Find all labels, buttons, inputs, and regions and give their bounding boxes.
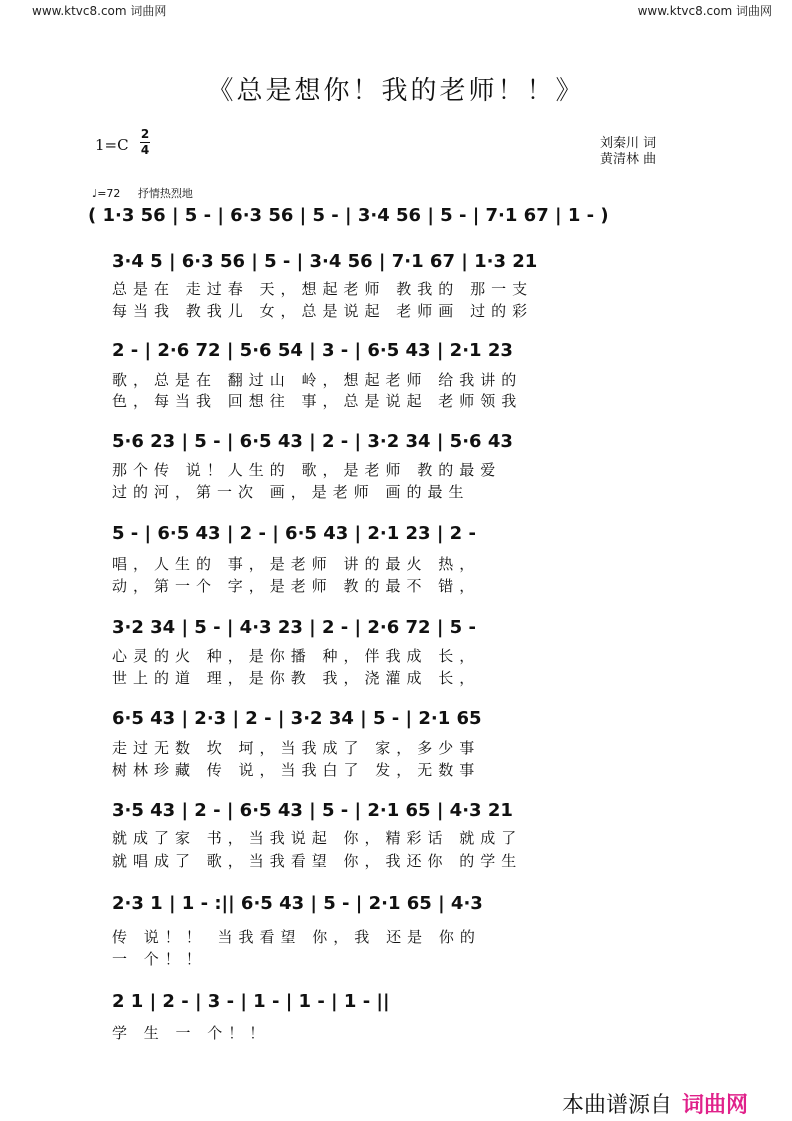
score-row-3: 5·6 23 | 5 - | 6·5 43 | 2 - | 3·2 34 | 5·6 43 [112,431,513,452]
score-row-1: 3·4 5 | 6·3 56 | 5 - | 3·4 56 | 7·1 67 | 1·3 21 [112,251,538,272]
page-title: 《总是想你！我的老师！！》 [207,76,585,106]
composer: 黄清林 曲 [600,152,657,167]
lyric-row-5-v2: 世上的道 理，是你教 我，浇灌成 长， [112,669,481,687]
tempo-mark [92,185,193,201]
lyric-row-9-v1: 学 生 一 个！！ [112,1024,271,1042]
footer-brand[interactable]: 词曲网 [682,1093,749,1118]
meter-top: 2 [140,127,150,141]
lyric-row-4-v1: 唱，人生的 事，是老师 讲的最火 热， [112,555,481,573]
lyric-row-6-v2: 树林珍藏 传 说，当我白了 发，无数事 [112,761,481,779]
score-row-2: 2 - | 2·6 72 | 5·6 54 | 3 - | 6·5 43 | 2·1 23 [112,340,513,361]
lyric-row-2-v1: 歌，总是在 翻过山 岭，想起老师 给我讲的 [112,371,523,389]
expression-mark: 抒情热烈地 [137,187,193,200]
lyricist: 刘秦川 词 [600,136,657,151]
score-row-8: 2·3 1 | 1 - :|| 6·5 43 | 5 - | 2·1 65 | 4·3 [112,893,483,914]
time-signature [140,128,150,157]
lyric-row-4-v2: 动，第一个 字，是老师 教的最不 错， [112,577,481,595]
lyric-row-1-v1: 总是在 走过春 天，想起老师 教我的 那一支 [112,280,534,298]
meter-bottom: 4 [140,143,150,157]
lyric-row-5-v1: 心灵的火 种，是你播 种，伴我成 长， [112,647,481,665]
lyric-row-2-v2: 色，每当我 回想往 事，总是说起 老师领我 [112,392,523,410]
footer-credit [562,1088,748,1119]
score-row-9: 2 1 | 2 - | 3 - | 1 - | 1 - | 1 - || [112,991,390,1012]
lyric-row-7-v1: 就成了家 书，当我说起 你，精彩话 就成了 [112,829,523,847]
tempo-value: ♩=72 [92,187,121,200]
score-row-7: 3·5 43 | 2 - | 6·5 43 | 5 - | 2·1 65 | 4·3 21 [112,800,513,821]
lyric-row-8-v2: 一 个！！ [112,950,207,968]
score-row-5: 3·2 34 | 5 - | 4·3 23 | 2 - | 2·6 72 | 5 - [112,617,476,638]
footer-text: 本曲谱源自 [562,1093,673,1118]
score-row-0: ( 1·3 56 | 5 - | 6·3 56 | 5 - | 3·4 56 | 5 - | 7·1 67 | 1 - ) [88,205,609,226]
watermark-right: www.ktvc8.com 词曲网 [637,4,772,18]
credits [600,136,656,168]
watermark-left: www.ktvc8.com 词曲网 [32,4,167,18]
score-row-4: 5 - | 6·5 43 | 2 - | 6·5 43 | 2·1 23 | 2 - [112,523,476,544]
lyric-row-3-v2: 过的河，第一次 画，是老师 画的最生 [112,483,470,501]
key-signature: 1=C [95,136,129,154]
lyric-row-8-v1: 传 说！！ 当我看望 你，我 还是 你的 [112,928,481,946]
lyric-row-6-v1: 走过无数 坎 坷，当我成了 家，多少事 [112,739,481,757]
lyric-row-3-v1: 那个传 说！人生的 歌，是老师 教的最爱 [112,461,502,479]
lyric-row-1-v2: 每当我 教我儿 女，总是说起 老师画 过的彩 [112,302,534,320]
score-row-6: 6·5 43 | 2·3 | 2 - | 3·2 34 | 5 - | 2·1 65 [112,708,482,729]
lyric-row-7-v2: 就唱成了 歌，当我看望 你，我还你 的学生 [112,852,523,870]
